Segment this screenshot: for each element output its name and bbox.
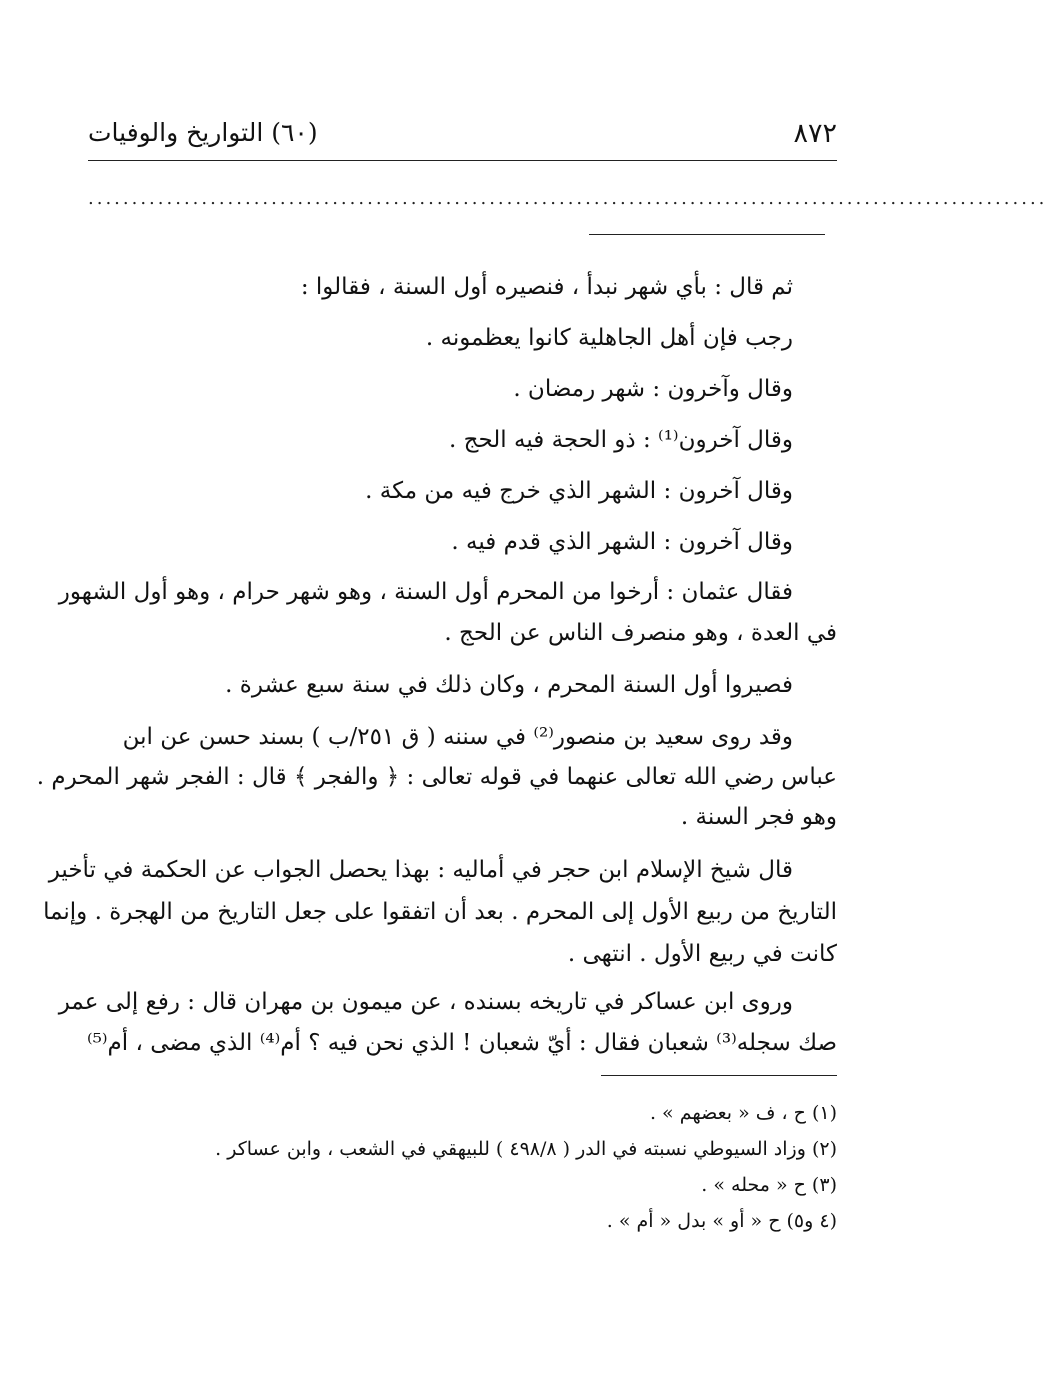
header-rule <box>88 160 837 161</box>
text-line: وقال آخرون : الشهر الذي خرج فيه من مكة . <box>365 478 793 504</box>
text-line: عباس رضي الله تعالى عنهما في قوله تعالى : ﴿ والفجر ﴾ قال : الفجر شهر المحرم . <box>36 764 837 790</box>
text-line: وقال آخرون⁽¹⁾ : ذو الحجة فيه الحج . <box>448 427 793 453</box>
footnote-rule <box>601 1075 837 1076</box>
paragraph-uthman <box>58 572 837 654</box>
dotted-separator: .............................................................................................................. <box>88 188 1047 209</box>
footnote: (٣) ح « محله » . <box>701 1174 837 1196</box>
text-line: رجب فإن أهل الجاهلية كانوا يعظمونه . <box>425 325 793 351</box>
text-line: قال شيخ الإسلام ابن حجر في أماليه : بهذا يحصل الجواب عن الحكمة في تأخير <box>48 857 793 883</box>
running-title: (٦٠) التواريخ والوفيات <box>88 118 318 147</box>
footnotes <box>110 1095 837 1239</box>
text-line: صك سجله⁽³⁾ شعبان فقال : أيّ شعبان ! الذي نحن فيه ؟ أم⁽⁴⁾ الذي مضى ، أم⁽⁵⁾ <box>86 1030 837 1056</box>
footnote: (٢) وزاد السيوطي نسبته في الدر ( ٤٩٨/٨ ) للبيهقي في الشعب ، وابن عساكر . <box>215 1138 837 1160</box>
text-line: وهو فجر السنة . <box>680 804 837 830</box>
text-line: في العدة ، وهو منصرف الناس عن الحج . <box>444 620 837 646</box>
paragraph-ibn-asakir <box>58 982 837 1064</box>
text-line: ثم قال : بأي شهر نبدأ ، فنصيره أول السنة ، فقالوا : <box>300 274 793 300</box>
footnote: (٤ و٥) ح « أو » بدل « أم » . <box>606 1210 837 1232</box>
text-line: وقال آخرون : الشهر الذي قدم فيه . <box>451 529 793 555</box>
page-number: ٨٧٢ <box>793 118 837 149</box>
main-text <box>36 262 837 975</box>
text-line: وقد روى سعيد بن منصور⁽²⁾ في سننه ( ق ٢٥١/ب ) بسند حسن عن ابن <box>122 724 793 750</box>
page-header <box>88 118 837 158</box>
text-line: التاريخ من ربيع الأول إلى المحرم . بعد أن اتفقوا على جعل التاريخ من الهجرة . وإنما <box>43 899 837 925</box>
text-line: وقال وآخرون : شهر رمضان . <box>513 376 793 402</box>
continuation-rule <box>589 234 825 235</box>
text-line: وروى ابن عساكر في تاريخه بسنده ، عن ميمون بن مهران قال : رفع إلى عمر <box>58 989 793 1015</box>
paragraph-ibn-hajar <box>43 849 837 975</box>
footnote: (١) ح ، ف « بعضهم » . <box>649 1102 837 1124</box>
paragraph-said <box>36 717 837 837</box>
text-line: فصيروا أول السنة المحرم ، وكان ذلك في سنة سبع عشرة . <box>225 672 793 698</box>
text-line: كانت في ربيع الأول . انتهى . <box>567 941 837 967</box>
text-line: فقال عثمان : أرخوا من المحرم أول السنة ، وهو شهر حرام ، وهو أول الشهور <box>58 579 793 605</box>
